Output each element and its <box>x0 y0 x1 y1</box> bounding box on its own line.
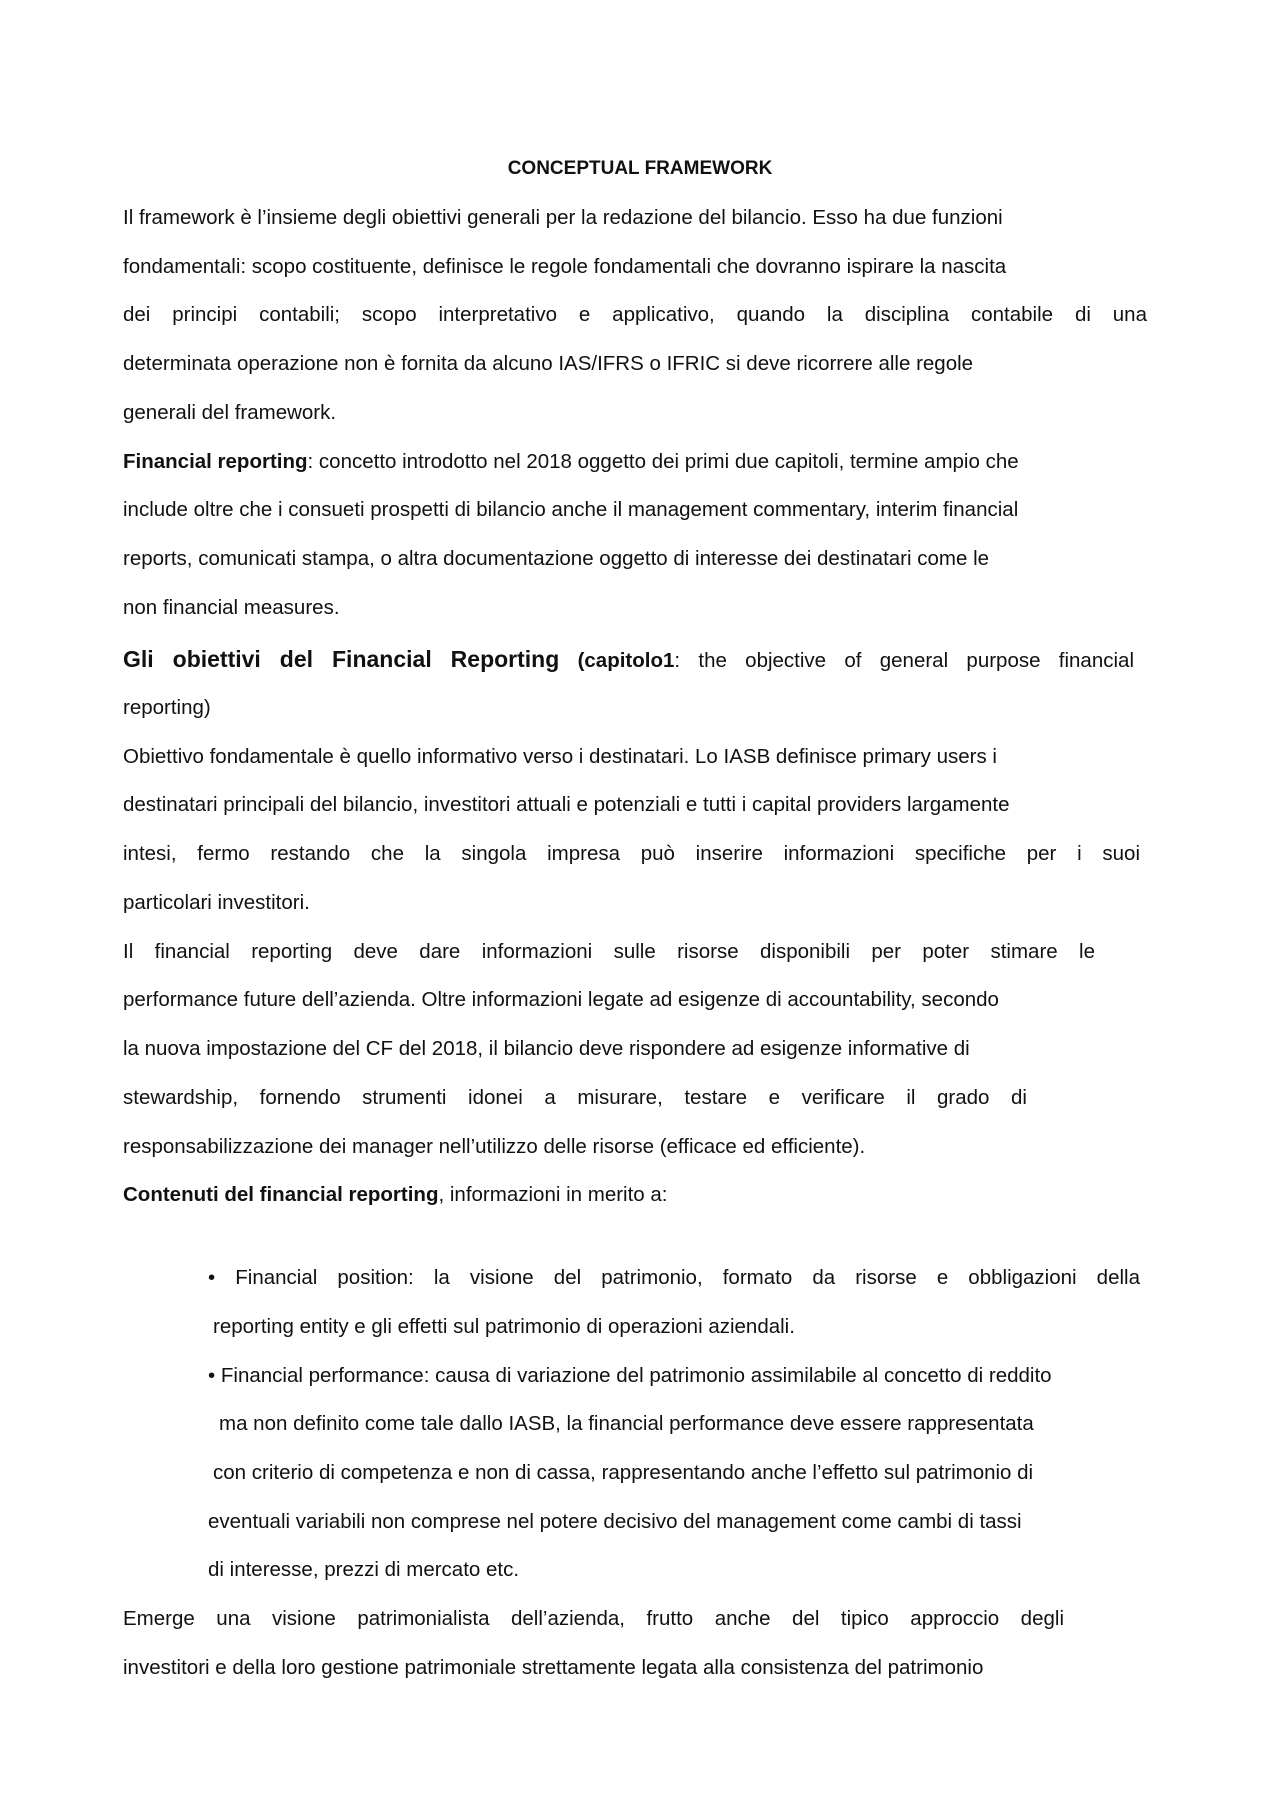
p1-line-4: determinata operazione non è fornita da alcuno IAS/IFRS o IFRIC si deve ricorrere alle regole <box>123 352 974 375</box>
p2-rest: : concetto introdotto nel 2018 oggetto dei primi due capitoli, termine ampio che <box>307 450 1019 473</box>
heading-rest: : the objective of general purpose financial <box>674 649 1134 672</box>
p4-line-4: stewardship, fornendo strumenti idonei a misurare, testare e verificare il grado di <box>123 1086 1027 1109</box>
p5-rest: , informazioni in merito a: <box>438 1183 668 1206</box>
p6-line-2: investitori e della loro gestione patrimoniale strettamente legata alla consistenza del patrimonio <box>123 1656 984 1679</box>
p4-line-5: responsabilizzazione dei manager nell’utilizzo delle risorse (efficace ed efficiente). <box>123 1135 866 1158</box>
p4-line-1: Il financial reporting deve dare informazioni sulle risorse disponibili per poter stimare le <box>123 940 1095 963</box>
p1-line-1: Il framework è l’insieme degli obiettivi generali per la redazione del bilancio. Esso ha due funzioni <box>123 206 1003 229</box>
p1-line-3: dei principi contabili; scopo interpretativo e applicativo, quando la disciplina contabile di una <box>123 303 1147 326</box>
bullet-2-line-1: • Financial performance: causa di variazione del patrimonio assimilabile al concetto di reddito <box>208 1364 1052 1387</box>
p2-line-2: include oltre che i consueti prospetti di bilancio anche il management commentary, interim financial <box>123 498 1019 521</box>
bullet-2-line-5: di interesse, prezzi di mercato etc. <box>208 1558 520 1581</box>
heading-lead: Gli obiettivi del Financial Reporting <box>123 646 560 672</box>
p2-lead: Financial reporting <box>123 450 308 473</box>
p3-line-4: particolari investitori. <box>123 891 310 914</box>
bullet-1-line-2: reporting entity e gli effetti sul patrimonio di operazioni aziendali. <box>213 1315 795 1338</box>
p1-line-5: generali del framework. <box>123 401 337 424</box>
p6-line-1: Emerge una visione patrimonialista dell’azienda, frutto anche del tipico approccio degli <box>123 1607 1064 1630</box>
bullet-2-line-3: con criterio di competenza e non di cassa, rappresentando anche l’effetto sul patrimonio di <box>213 1461 1034 1484</box>
heading-paren: (capitolo1 <box>559 649 675 672</box>
p1-line-2: fondamentali: scopo costituente, definisce le regole fondamentali che dovranno ispirare la nascita <box>123 255 1007 278</box>
p2-line-4: non financial measures. <box>123 596 340 619</box>
bullet-2-line-4: eventuali variabili non comprese nel potere decisivo del management come cambi di tassi <box>208 1510 1022 1533</box>
p3-line-3: intesi, fermo restando che la singola impresa può inserire informazioni specifiche per i suoi <box>123 842 1140 865</box>
bullet-1-line-1: • Financial position: la visione del patrimonio, formato da risorse e obbligazioni della <box>208 1266 1140 1289</box>
p3-line-2: destinatari principali del bilancio, investitori attuali e potenziali e tutti i capital providers largamente <box>123 793 1010 816</box>
p3-line-1: Obiettivo fondamentale è quello informativo verso i destinatari. Lo IASB definisce primary users i <box>123 745 997 768</box>
p2-line-3: reports, comunicati stampa, o altra documentazione oggetto di interesse dei destinatari come le <box>123 547 990 570</box>
p5-line <box>123 1181 668 1209</box>
p2-line-1 <box>123 448 1019 476</box>
bullet-2-line-2: ma non definito come tale dallo IASB, la financial performance deve essere rappresentata <box>219 1412 1034 1435</box>
section-heading <box>123 645 1134 675</box>
p4-line-2: performance future dell’azienda. Oltre informazioni legate ad esigenze di accountability, secondo <box>123 988 999 1011</box>
section-heading-line-2: reporting) <box>123 696 211 719</box>
p5-lead: Contenuti del financial reporting <box>123 1183 439 1206</box>
page-title: CONCEPTUAL FRAMEWORK <box>507 158 773 179</box>
p4-line-3: la nuova impostazione del CF del 2018, il bilancio deve rispondere ad esigenze informative di <box>123 1037 970 1060</box>
